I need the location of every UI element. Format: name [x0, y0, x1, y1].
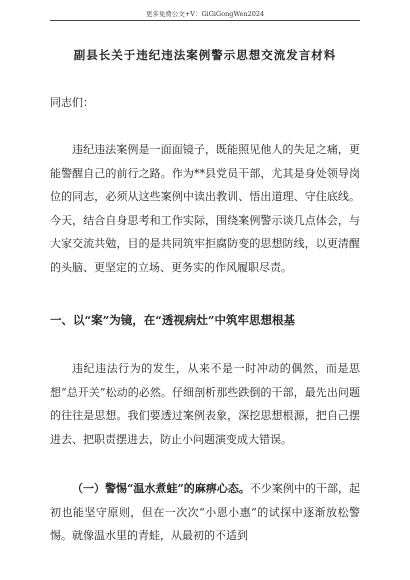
intro-paragraph: 违纪违法案例是一面面镜子，既能照见他人的失足之痛，更能警醒自己的前行之路。作为**县党员干部，尤其是身处领导岗位的同志，必须从这些案例中读出教训、悟出道理、守住底线。今天，结合自身思考和工作实际，围绕案例警示谈几点体会，与大家交流共勉，目的是共同筑牢拒腐防变的思想防线，以更清醒的头脑、更坚定的立场、更务实的作风履职尽责。 — [50, 143, 360, 274]
header-note: 更多免费公文+V：GiGiGongWen2024 — [145, 10, 265, 18]
subsection-1-heading: （一）警惕“温水煮蛙”的麻痹心态。 — [72, 482, 250, 495]
section-1-paragraph: 违纪违法行为的发生，从来不是一时冲动的偶然，而是思想“总开关”松动的必然。仔细剖析那些跌倒的干部，最先出问题的往往是思想。我们要透过案例表象，深挖思想根源，把自己摆进去、把职责摆进去，防止小问题演变成大错误。 — [50, 362, 360, 446]
subsection-1-paragraph — [50, 477, 360, 548]
document-title: 副县长关于违纪违法案例警示思想交流发言材料 — [73, 48, 337, 62]
salutation: 同志们： — [50, 96, 94, 109]
subsection-1-text: 不少案例中的干部，起初也能坚守原则，但在一次次“小恩小惠”的试探中逐渐放松警惕。就像温水里的青蛙，从最初的不适到 — [50, 482, 361, 542]
header-divider — [50, 20, 360, 21]
section-heading-1: 一、以“案”为镜，在“透视病灶”中筑牢思想根基 — [50, 313, 295, 327]
